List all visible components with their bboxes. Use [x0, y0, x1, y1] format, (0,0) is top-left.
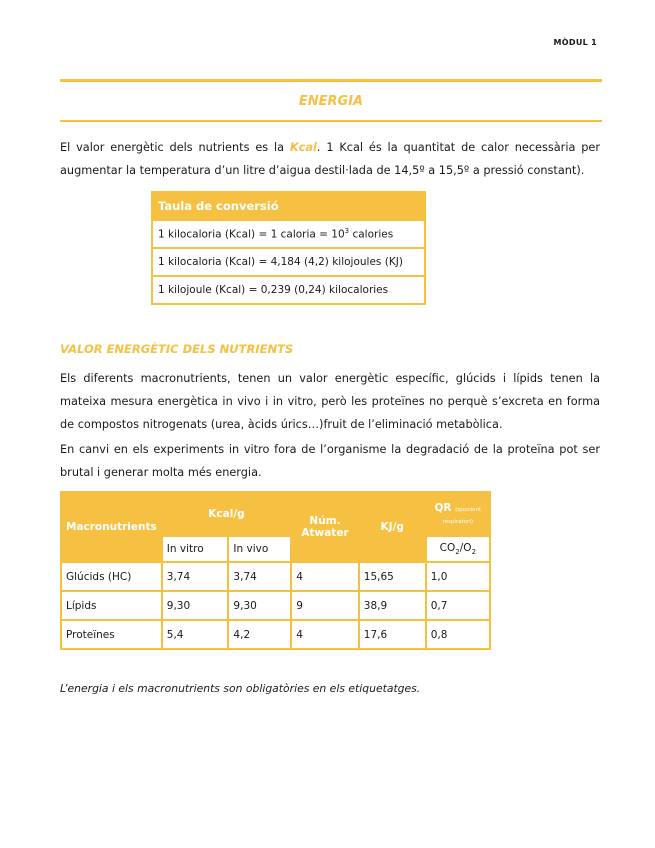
cell-qr: 0,8 — [426, 620, 490, 649]
conversion-row-3: 1 kilojoule (Kcal) = 0,239 (0,24) kilocalories — [152, 276, 425, 304]
invitro-paragraph: En canvi en els experiments in vitro fora de l’organisme la degradació de la proteïna pot ser brutal i generar molta més energia. — [60, 443, 600, 479]
table-row — [61, 591, 490, 620]
header-atwater: Núm. Atwater — [291, 492, 359, 562]
cell-name: Proteïnes — [61, 620, 162, 649]
cell-atwater: 4 — [291, 562, 359, 591]
cell-name: Lípids — [61, 591, 162, 620]
cell-invitro: 3,74 — [162, 562, 229, 591]
cell-qr: 1,0 — [426, 562, 490, 591]
intro-text-start: El valor energètic dels nutrients es la — [60, 141, 290, 154]
cell-atwater: 9 — [291, 591, 359, 620]
table-row — [152, 276, 425, 304]
table-row — [152, 220, 425, 248]
conversion-table — [151, 191, 426, 305]
subheader-invitro: In vitro — [162, 536, 229, 562]
module-label: MÒDUL 1 — [553, 38, 597, 47]
cell-invitro: 9,30 — [162, 591, 229, 620]
title-bottom-rule — [60, 120, 602, 122]
table-row — [152, 192, 425, 220]
cell-invitro: 5,4 — [162, 620, 229, 649]
cell-kj: 15,65 — [359, 562, 426, 591]
table-row — [61, 562, 490, 591]
kcal-highlight: Kcal — [289, 141, 317, 154]
title-top-rule — [60, 79, 602, 82]
intro-paragraph — [60, 136, 600, 182]
intro-text-end: . 1 Kcal és la quantitat de calor necessària per augmentar la temperatura d’un litre d’aigua destil·lada de 14,5º a 15,5º a pressió constant). — [60, 141, 601, 177]
nutrients-paragraph: Els diferents macronutrients, tenen un valor energètic específic, glúcids i lípids tenen la mateixa mesura energètica in vivo i in vitro, però les proteïnes no perquè s’excreta en forma de compostos nitrogenats (urea, àcids úrics…)fruit de l’eliminació metabòlica. — [60, 372, 600, 431]
conversion-table-heading: Taula de conversió — [152, 192, 425, 220]
header-macronutrients: Macronutrients — [61, 492, 162, 562]
qr-note: (quocient respiratori) — [442, 507, 482, 525]
cell-name: Glúcids (HC) — [61, 562, 162, 591]
cell-kj: 38,9 — [359, 591, 426, 620]
subheader-invivo: In vivo — [228, 536, 291, 562]
header-kj: KJ/g — [359, 492, 426, 562]
conversion-row-1: 1 kilocaloria (Kcal) = 1 caloria = $10^3$ calories — [152, 220, 425, 248]
page-title: ENERGIA — [298, 94, 364, 109]
cell-invivo: 4,2 — [228, 620, 291, 649]
table-header-row — [61, 492, 490, 536]
header-qr: QR (quocient respiratori) — [426, 492, 490, 536]
table-row — [61, 620, 490, 649]
subheader-co2-o2: $CO_2/O_2$ — [426, 536, 490, 562]
labelling-note: L’energia i els macronutrients son obligatòries en els etiquetatges. — [60, 682, 421, 695]
header-kcal: Kcal/g — [162, 492, 291, 536]
cell-kj: 17,6 — [359, 620, 426, 649]
nutrient-table — [60, 491, 491, 650]
cell-qr: 0,7 — [426, 591, 490, 620]
cell-invivo: 3,74 — [228, 562, 291, 591]
table-row — [152, 248, 425, 276]
cell-invivo: 9,30 — [228, 591, 291, 620]
conversion-row-2: 1 kilocaloria (Kcal) = 4,184 (4,2) kilojoules (KJ) — [152, 248, 425, 276]
section-title-nutrients: VALOR ENERGÈTIC DELS NUTRIENTS — [60, 342, 294, 356]
cell-atwater: 4 — [291, 620, 359, 649]
